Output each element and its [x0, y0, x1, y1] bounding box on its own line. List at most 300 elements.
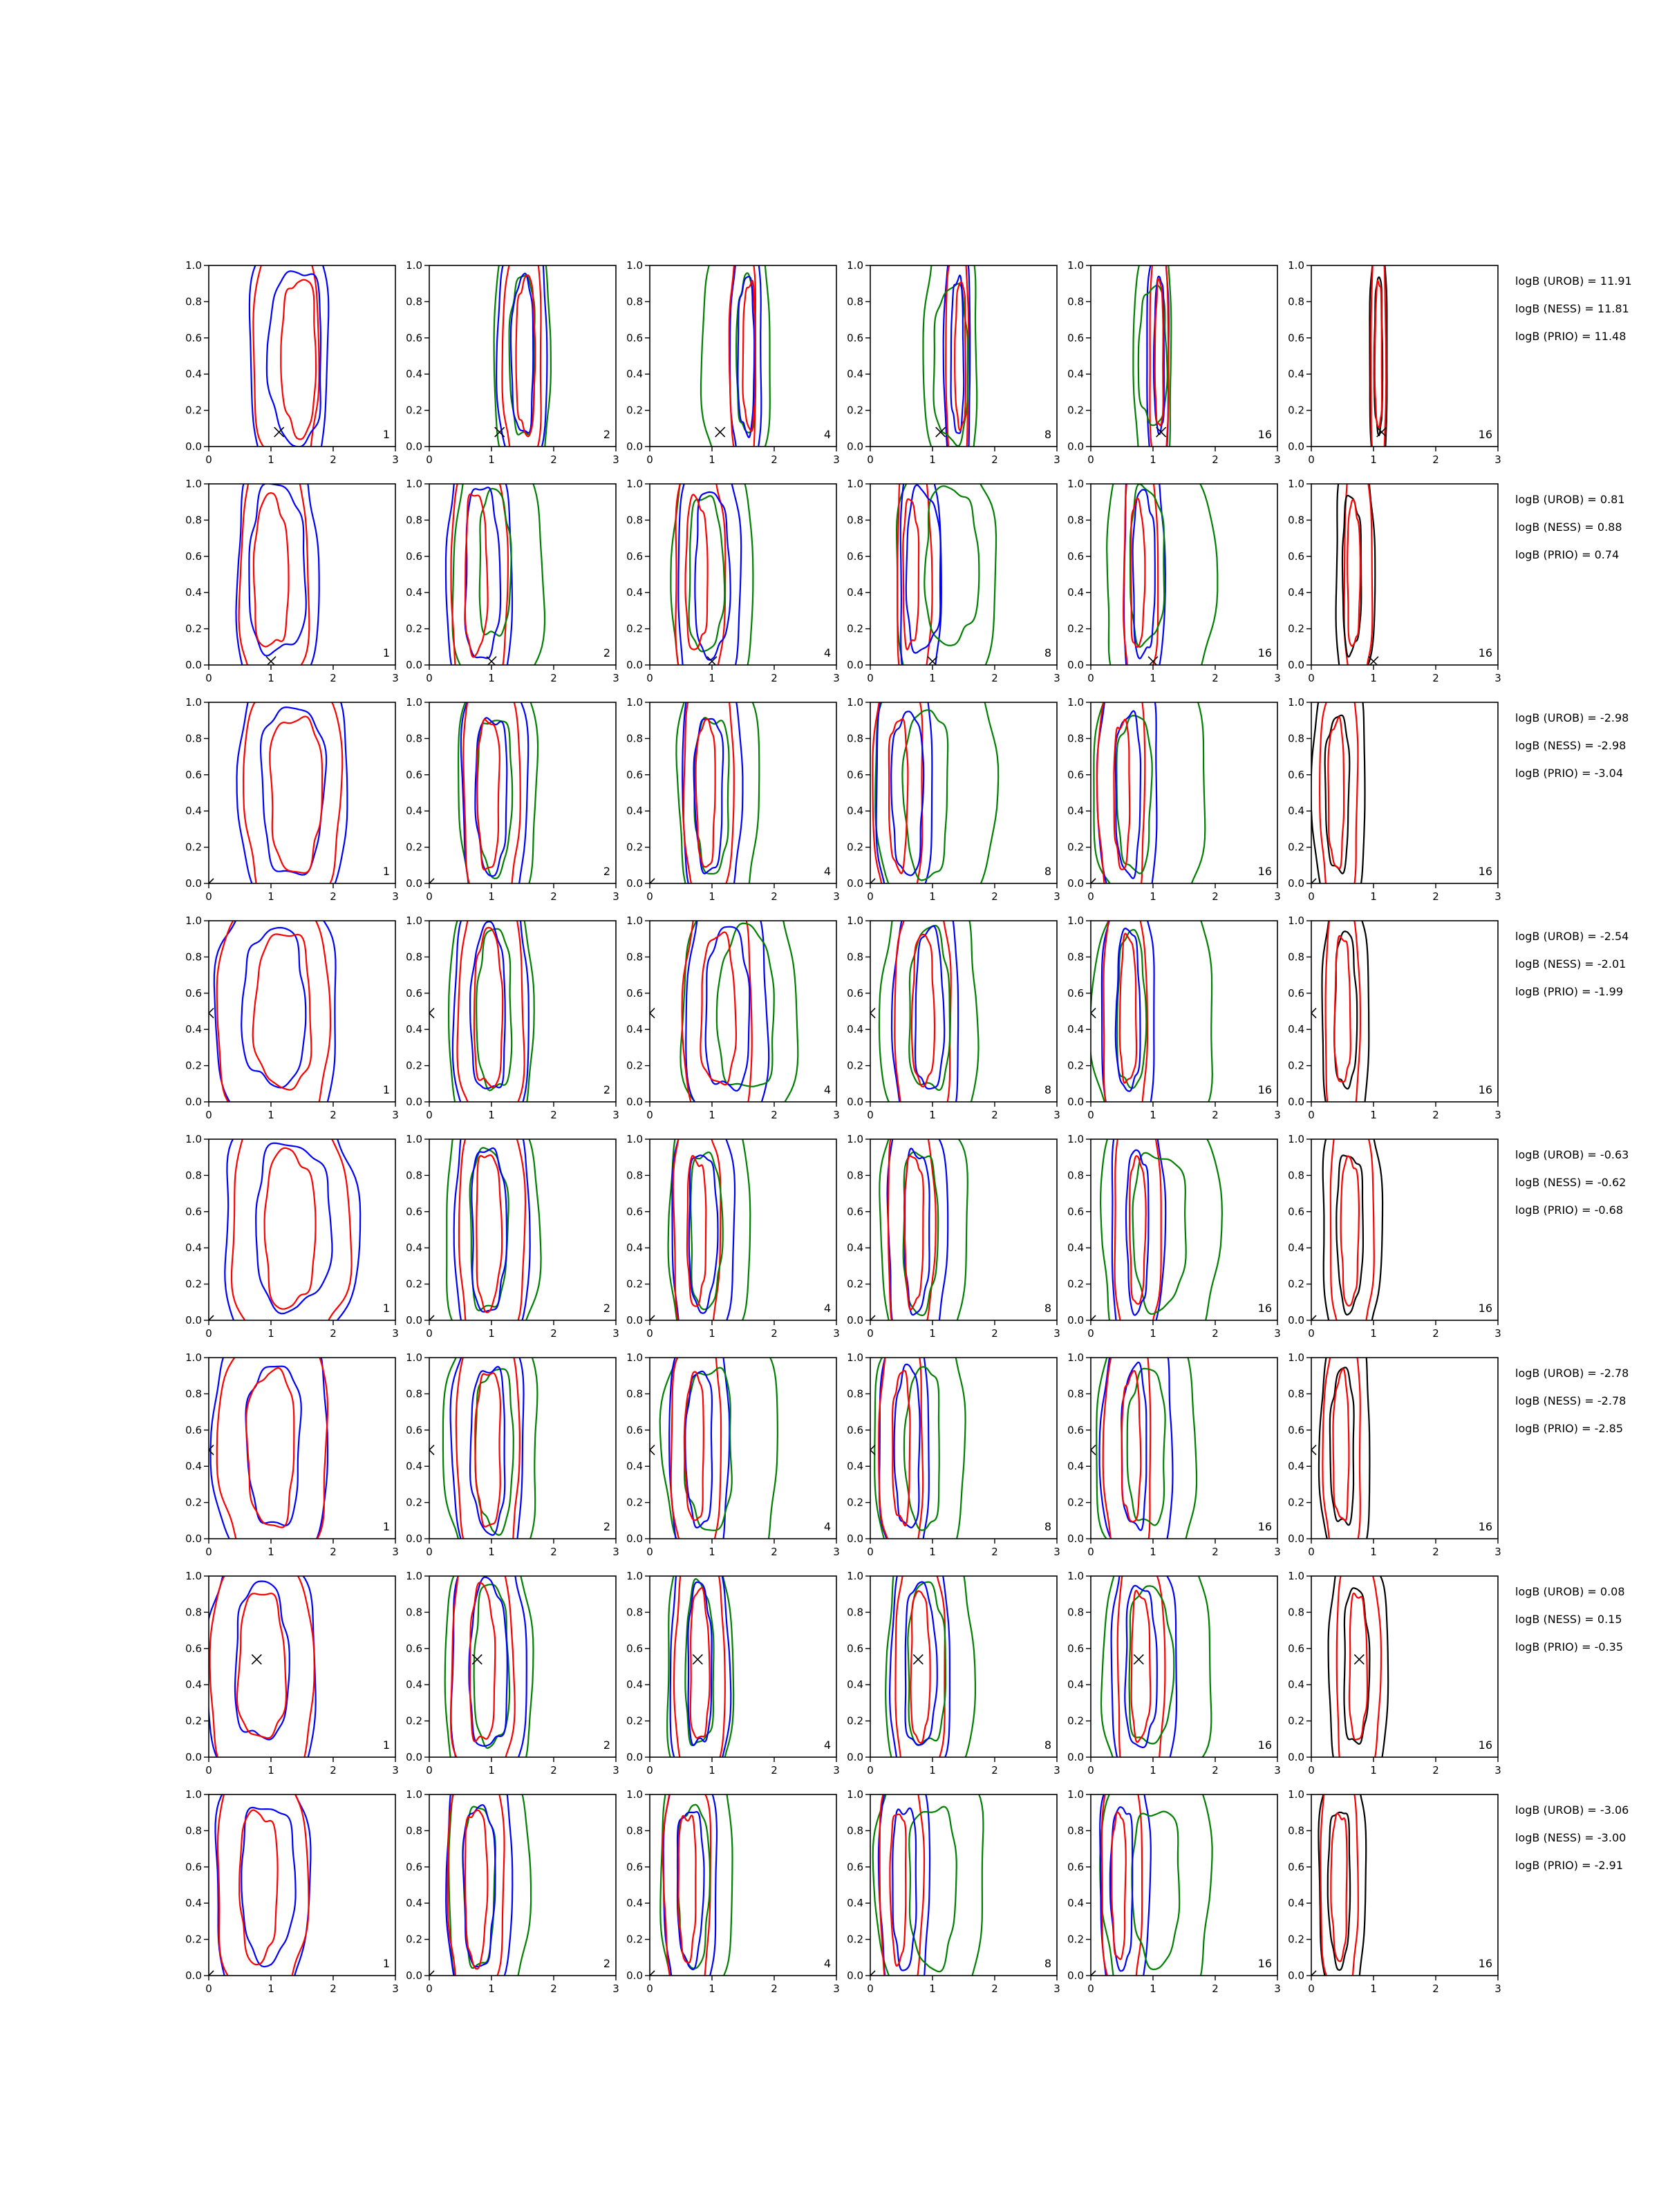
y-tick-label: 0.6 — [406, 986, 422, 1000]
y-tick-label: 1.0 — [185, 696, 202, 709]
x-tick-label: 0 — [646, 1546, 653, 1558]
logb-annotation: logB (NESS) = -2.78 — [1515, 1394, 1627, 1407]
x-tick-label: 0 — [867, 1109, 874, 1121]
y-tick-label: 1.0 — [406, 696, 422, 709]
y-tick-label: 0.6 — [626, 1642, 643, 1655]
logb-annotation: logB (PRIO) = -0.35 — [1515, 1640, 1623, 1653]
x-tick-label: 3 — [1494, 1764, 1501, 1777]
y-tick-label: 0.2 — [626, 1496, 643, 1509]
x-tick-label: 2 — [1212, 1327, 1219, 1340]
y-tick-label: 0.4 — [406, 586, 422, 599]
x-tick-label: 2 — [991, 1764, 998, 1777]
x-tick-label: 2 — [330, 453, 337, 466]
x-tick-label: 0 — [646, 1983, 653, 1995]
y-tick-label: 0.2 — [1067, 404, 1084, 417]
y-tick-label: 0.6 — [626, 550, 643, 563]
y-tick-label: 0.6 — [406, 1860, 422, 1873]
x-tick-label: 0 — [1087, 890, 1094, 903]
y-tick-label: 0.8 — [1288, 514, 1304, 527]
y-tick-label: 0.8 — [185, 1606, 202, 1619]
panel-number-label: 1 — [382, 646, 390, 659]
y-tick-label: 0.4 — [406, 805, 422, 818]
y-tick-label: 0.6 — [847, 331, 863, 344]
y-tick-label: 0.4 — [1067, 1678, 1084, 1691]
y-tick-label: 0.2 — [1288, 404, 1304, 417]
x-tick-label: 0 — [426, 1546, 433, 1558]
y-tick-label: 0.4 — [1067, 1023, 1084, 1036]
y-tick-label: 0.4 — [847, 368, 863, 381]
x-tick-label: 3 — [1494, 1109, 1501, 1121]
x-tick-label: 0 — [1087, 1983, 1094, 1995]
x-tick-label: 2 — [1432, 1764, 1439, 1777]
x-tick-label: 1 — [1150, 1327, 1156, 1340]
y-tick-label: 1.0 — [847, 1133, 863, 1145]
x-tick-label: 2 — [330, 1764, 337, 1777]
x-tick-label: 2 — [330, 1109, 337, 1121]
y-tick-label: 0.6 — [847, 1642, 863, 1655]
y-tick-label: 0.6 — [626, 768, 643, 781]
logb-annotation: logB (NESS) = -0.62 — [1515, 1176, 1627, 1189]
y-tick-label: 0.0 — [626, 440, 643, 453]
x-tick-label: 0 — [1087, 453, 1094, 466]
y-tick-label: 0.0 — [626, 877, 643, 890]
x-tick-label: 3 — [1274, 1109, 1281, 1121]
y-tick-label: 0.8 — [1067, 1169, 1084, 1182]
x-tick-label: 1 — [268, 672, 274, 684]
panel-number-label: 4 — [823, 646, 831, 659]
y-tick-label: 0.2 — [1067, 841, 1084, 854]
y-tick-label: 0.4 — [1067, 805, 1084, 818]
x-tick-label: 3 — [1494, 453, 1501, 466]
x-tick-label: 3 — [833, 1327, 840, 1340]
y-tick-label: 0.8 — [1067, 514, 1084, 527]
x-tick-label: 1 — [1150, 1546, 1156, 1558]
y-tick-label: 0.2 — [847, 1714, 863, 1727]
panel-number-label: 16 — [1478, 1957, 1492, 1970]
x-tick-label: 1 — [1370, 672, 1377, 684]
x-tick-label: 0 — [205, 1546, 212, 1558]
y-tick-label: 0.2 — [626, 1933, 643, 1946]
panel-number-label: 16 — [1478, 1302, 1492, 1315]
y-tick-label: 0.0 — [626, 1969, 643, 1982]
y-tick-label: 0.8 — [406, 1387, 422, 1400]
x-tick-label: 3 — [1053, 1764, 1060, 1777]
panel-number-label: 2 — [603, 428, 610, 441]
x-tick-label: 3 — [833, 672, 840, 684]
x-tick-label: 0 — [867, 1983, 874, 1995]
y-tick-label: 0.8 — [1288, 1824, 1304, 1837]
x-tick-label: 2 — [991, 1327, 998, 1340]
x-tick-label: 1 — [268, 890, 274, 903]
logb-annotation: logB (NESS) = 11.81 — [1515, 302, 1629, 315]
y-tick-label: 0.8 — [1067, 732, 1084, 745]
y-tick-label: 1.0 — [626, 1788, 643, 1801]
y-tick-label: 0.6 — [185, 550, 202, 563]
y-tick-label: 0.8 — [626, 1824, 643, 1837]
x-tick-label: 2 — [330, 1546, 337, 1558]
y-tick-label: 1.0 — [626, 1351, 643, 1364]
y-tick-label: 0.2 — [1067, 1059, 1084, 1072]
y-tick-label: 0.4 — [185, 805, 202, 818]
y-tick-label: 0.8 — [406, 732, 422, 745]
y-tick-label: 0.8 — [1067, 950, 1084, 964]
y-tick-label: 0.8 — [847, 950, 863, 964]
y-tick-label: 0.2 — [1067, 622, 1084, 635]
y-tick-label: 0.0 — [847, 440, 863, 453]
y-tick-label: 0.0 — [406, 659, 422, 671]
y-tick-label: 0.6 — [185, 331, 202, 344]
logb-annotation: logB (UROB) = -2.54 — [1515, 930, 1629, 943]
y-tick-label: 0.0 — [847, 1533, 863, 1545]
x-tick-label: 3 — [1494, 1327, 1501, 1340]
logb-annotation: logB (UROB) = 0.08 — [1515, 1585, 1625, 1598]
y-tick-label: 1.0 — [847, 1570, 863, 1582]
x-tick-label: 3 — [612, 890, 619, 903]
x-tick-label: 1 — [709, 1983, 715, 1995]
panel-number-label: 2 — [603, 1738, 610, 1752]
y-tick-label: 1.0 — [406, 1351, 422, 1364]
y-tick-label: 0.4 — [406, 1023, 422, 1036]
panel-number-label: 16 — [1257, 1083, 1272, 1096]
y-tick-label: 0.6 — [1288, 986, 1304, 1000]
y-tick-label: 0.2 — [1067, 1496, 1084, 1509]
x-tick-label: 1 — [1370, 1546, 1377, 1558]
x-tick-label: 0 — [1308, 890, 1315, 903]
panel-number-label: 8 — [1044, 1520, 1051, 1533]
panel-number-label: 16 — [1257, 1520, 1272, 1533]
logb-annotation: logB (UROB) = -2.98 — [1515, 711, 1629, 724]
x-tick-label: 0 — [1308, 1983, 1315, 1995]
y-tick-label: 0.6 — [1288, 1205, 1304, 1218]
y-tick-label: 0.8 — [185, 1824, 202, 1837]
y-tick-label: 0.4 — [1288, 368, 1304, 381]
y-tick-label: 0.6 — [1288, 1642, 1304, 1655]
x-tick-label: 2 — [1432, 1109, 1439, 1121]
x-tick-label: 2 — [1212, 890, 1219, 903]
y-tick-label: 0.8 — [1288, 950, 1304, 964]
logb-annotation: logB (PRIO) = 11.48 — [1515, 330, 1627, 343]
x-tick-label: 0 — [867, 1327, 874, 1340]
y-tick-label: 0.8 — [626, 732, 643, 745]
x-tick-label: 3 — [1053, 1109, 1060, 1121]
y-tick-label: 0.6 — [847, 986, 863, 1000]
y-tick-label: 0.2 — [185, 1059, 202, 1072]
y-tick-label: 0.8 — [847, 295, 863, 308]
y-tick-label: 0.4 — [406, 1897, 422, 1910]
panel-number-label: 1 — [382, 1738, 390, 1752]
x-tick-label: 1 — [709, 1546, 715, 1558]
y-tick-label: 0.4 — [185, 1460, 202, 1473]
x-tick-label: 1 — [488, 672, 495, 684]
x-tick-label: 3 — [833, 1109, 840, 1121]
x-tick-label: 1 — [1370, 453, 1377, 466]
y-tick-label: 0.2 — [1067, 1277, 1084, 1291]
y-tick-label: 0.0 — [1067, 440, 1084, 453]
y-tick-label: 1.0 — [1067, 1133, 1084, 1145]
x-tick-label: 1 — [488, 1546, 495, 1558]
logb-annotation: logB (UROB) = -3.06 — [1515, 1803, 1629, 1817]
panel-number-label: 8 — [1044, 1302, 1051, 1315]
y-tick-label: 0.6 — [1288, 331, 1304, 344]
y-tick-label: 0.8 — [1288, 1169, 1304, 1182]
y-tick-label: 0.6 — [626, 1860, 643, 1873]
x-tick-label: 0 — [205, 1983, 212, 1995]
y-tick-label: 0.2 — [847, 841, 863, 854]
y-tick-label: 0.6 — [185, 1205, 202, 1218]
panel-number-label: 1 — [382, 428, 390, 441]
y-tick-label: 0.4 — [406, 1241, 422, 1255]
y-tick-label: 0.6 — [626, 331, 643, 344]
panel-number-label: 16 — [1478, 428, 1492, 441]
y-tick-label: 1.0 — [1288, 915, 1304, 927]
y-tick-label: 0.2 — [626, 622, 643, 635]
y-tick-label: 0.8 — [185, 1387, 202, 1400]
y-tick-label: 0.6 — [406, 1642, 422, 1655]
y-tick-label: 0.8 — [847, 1824, 863, 1837]
y-tick-label: 0.4 — [626, 368, 643, 381]
y-tick-label: 0.0 — [185, 1314, 202, 1327]
x-tick-label: 2 — [1432, 1546, 1439, 1558]
x-tick-label: 0 — [426, 1327, 433, 1340]
x-tick-label: 0 — [205, 890, 212, 903]
x-tick-label: 3 — [833, 1546, 840, 1558]
x-tick-label: 1 — [929, 1109, 936, 1121]
y-tick-label: 0.6 — [406, 1205, 422, 1218]
y-tick-label: 0.2 — [185, 1496, 202, 1509]
y-tick-label: 0.0 — [626, 1751, 643, 1763]
y-tick-label: 0.0 — [406, 440, 422, 453]
x-tick-label: 0 — [1308, 453, 1315, 466]
x-tick-label: 2 — [1212, 1983, 1219, 1995]
y-tick-label: 0.8 — [406, 1169, 422, 1182]
x-tick-label: 2 — [1212, 1546, 1219, 1558]
y-tick-label: 0.0 — [1288, 1314, 1304, 1327]
logb-annotation: logB (UROB) = 11.91 — [1515, 274, 1632, 288]
x-tick-label: 3 — [1053, 890, 1060, 903]
logb-annotation: logB (NESS) = 0.88 — [1515, 521, 1622, 534]
x-tick-label: 1 — [1370, 1327, 1377, 1340]
x-tick-label: 1 — [1150, 672, 1156, 684]
y-tick-label: 0.8 — [406, 514, 422, 527]
x-tick-label: 1 — [929, 453, 936, 466]
y-tick-label: 0.2 — [185, 1714, 202, 1727]
y-tick-label: 0.2 — [406, 1277, 422, 1291]
y-tick-label: 0.6 — [185, 1642, 202, 1655]
y-tick-label: 0.4 — [626, 1460, 643, 1473]
y-tick-label: 0.2 — [847, 1496, 863, 1509]
y-tick-label: 0.8 — [185, 1169, 202, 1182]
y-tick-label: 0.0 — [626, 1533, 643, 1545]
x-tick-label: 2 — [1212, 672, 1219, 684]
y-tick-label: 0.4 — [847, 1241, 863, 1255]
x-tick-label: 2 — [550, 672, 557, 684]
y-tick-label: 0.8 — [1288, 1387, 1304, 1400]
y-tick-label: 0.0 — [1288, 440, 1304, 453]
x-tick-label: 0 — [867, 672, 874, 684]
y-tick-label: 0.4 — [626, 1241, 643, 1255]
x-tick-label: 2 — [771, 1327, 778, 1340]
logb-annotation: logB (PRIO) = -2.85 — [1515, 1422, 1623, 1435]
y-tick-label: 1.0 — [1288, 1133, 1304, 1145]
y-tick-label: 0.8 — [406, 1824, 422, 1837]
y-tick-label: 0.4 — [185, 1241, 202, 1255]
panel-number-label: 16 — [1257, 646, 1272, 659]
logb-annotation: logB (PRIO) = -2.91 — [1515, 1859, 1623, 1872]
y-tick-label: 0.6 — [847, 1423, 863, 1436]
y-tick-label: 0.6 — [185, 1860, 202, 1873]
x-tick-label: 2 — [550, 1109, 557, 1121]
x-tick-label: 1 — [488, 1327, 495, 1340]
y-tick-label: 0.2 — [1288, 1933, 1304, 1946]
panel-number-label: 8 — [1044, 1738, 1051, 1752]
y-tick-label: 0.2 — [406, 1714, 422, 1727]
y-tick-label: 0.8 — [406, 950, 422, 964]
x-tick-label: 0 — [867, 890, 874, 903]
y-tick-label: 0.0 — [1288, 1969, 1304, 1982]
x-tick-label: 1 — [709, 453, 715, 466]
y-tick-label: 0.2 — [1288, 1496, 1304, 1509]
y-tick-label: 1.0 — [626, 1570, 643, 1582]
x-tick-label: 1 — [709, 1109, 715, 1121]
y-tick-label: 1.0 — [406, 1788, 422, 1801]
y-tick-label: 1.0 — [185, 915, 202, 927]
y-tick-label: 1.0 — [1288, 1570, 1304, 1582]
x-tick-label: 2 — [771, 1983, 778, 1995]
x-tick-label: 0 — [1087, 672, 1094, 684]
y-tick-label: 1.0 — [1288, 696, 1304, 709]
y-tick-label: 0.8 — [626, 950, 643, 964]
x-tick-label: 3 — [392, 1764, 399, 1777]
y-tick-label: 0.6 — [1288, 550, 1304, 563]
y-tick-label: 1.0 — [406, 259, 422, 272]
y-tick-label: 1.0 — [406, 1133, 422, 1145]
x-tick-label: 2 — [330, 1327, 337, 1340]
logb-annotation: logB (NESS) = -2.01 — [1515, 957, 1627, 971]
x-tick-label: 0 — [646, 890, 653, 903]
y-tick-label: 0.8 — [1288, 1606, 1304, 1619]
y-tick-label: 1.0 — [847, 1351, 863, 1364]
y-tick-label: 0.2 — [847, 1059, 863, 1072]
x-tick-label: 3 — [612, 1983, 619, 1995]
y-tick-label: 1.0 — [406, 478, 422, 490]
y-tick-label: 0.2 — [847, 404, 863, 417]
y-tick-label: 0.4 — [1067, 368, 1084, 381]
y-tick-label: 1.0 — [1067, 915, 1084, 927]
y-tick-label: 1.0 — [406, 1570, 422, 1582]
x-tick-label: 3 — [392, 1109, 399, 1121]
x-tick-label: 3 — [1274, 1764, 1281, 1777]
y-tick-label: 0.2 — [185, 1277, 202, 1291]
y-tick-label: 0.6 — [1067, 331, 1084, 344]
y-tick-label: 0.4 — [1288, 1897, 1304, 1910]
y-tick-label: 1.0 — [847, 259, 863, 272]
y-tick-label: 0.8 — [847, 1606, 863, 1619]
y-tick-label: 1.0 — [847, 1788, 863, 1801]
y-tick-label: 0.4 — [847, 1023, 863, 1036]
panel-number-label: 2 — [603, 1520, 610, 1533]
y-tick-label: 0.2 — [626, 1714, 643, 1727]
y-tick-label: 0.4 — [1288, 1460, 1304, 1473]
y-tick-label: 0.6 — [847, 1205, 863, 1218]
y-tick-label: 0.0 — [847, 1751, 863, 1763]
y-tick-label: 1.0 — [406, 915, 422, 927]
y-tick-label: 0.4 — [185, 1023, 202, 1036]
y-tick-label: 0.8 — [1288, 732, 1304, 745]
x-tick-label: 1 — [1150, 890, 1156, 903]
y-tick-label: 0.8 — [1288, 295, 1304, 308]
y-tick-label: 0.0 — [1067, 1314, 1084, 1327]
x-tick-label: 1 — [488, 1983, 495, 1995]
x-tick-label: 3 — [1274, 1546, 1281, 1558]
y-tick-label: 0.2 — [406, 1496, 422, 1509]
y-tick-label: 0.0 — [406, 1096, 422, 1108]
x-tick-label: 2 — [1432, 890, 1439, 903]
y-tick-label: 0.4 — [1067, 1897, 1084, 1910]
x-tick-label: 0 — [646, 453, 653, 466]
y-tick-label: 0.2 — [406, 1059, 422, 1072]
y-tick-label: 0.0 — [626, 1096, 643, 1108]
panel-number-label: 16 — [1478, 646, 1492, 659]
y-tick-label: 0.4 — [1288, 586, 1304, 599]
y-tick-label: 1.0 — [626, 259, 643, 272]
x-tick-label: 3 — [612, 453, 619, 466]
x-tick-label: 1 — [709, 1327, 715, 1340]
panel-number-label: 8 — [1044, 1083, 1051, 1096]
y-tick-label: 0.6 — [406, 768, 422, 781]
y-tick-label: 0.4 — [1288, 1241, 1304, 1255]
y-tick-label: 0.2 — [185, 404, 202, 417]
y-tick-label: 0.8 — [185, 950, 202, 964]
y-tick-label: 0.6 — [1067, 550, 1084, 563]
y-tick-label: 0.6 — [1067, 1205, 1084, 1218]
panel-number-label: 1 — [382, 1302, 390, 1315]
y-tick-label: 0.4 — [1288, 1023, 1304, 1036]
x-tick-label: 2 — [1432, 1327, 1439, 1340]
y-tick-label: 1.0 — [1067, 696, 1084, 709]
x-tick-label: 2 — [1432, 672, 1439, 684]
y-tick-label: 0.0 — [1288, 659, 1304, 671]
x-tick-label: 0 — [205, 1327, 212, 1340]
y-tick-label: 0.2 — [185, 841, 202, 854]
x-tick-label: 1 — [488, 453, 495, 466]
x-tick-label: 2 — [1212, 453, 1219, 466]
x-tick-label: 3 — [392, 1327, 399, 1340]
y-tick-label: 0.6 — [626, 1423, 643, 1436]
y-tick-label: 0.8 — [626, 1606, 643, 1619]
x-tick-label: 3 — [1274, 890, 1281, 903]
logb-annotation: logB (PRIO) = -1.99 — [1515, 985, 1623, 998]
y-tick-label: 0.0 — [847, 1969, 863, 1982]
y-tick-label: 0.2 — [626, 404, 643, 417]
panel-number-label: 1 — [382, 865, 390, 878]
x-tick-label: 0 — [426, 453, 433, 466]
panel-number-label: 16 — [1478, 1083, 1492, 1096]
panel-number-label: 2 — [603, 1083, 610, 1096]
x-tick-label: 3 — [1053, 453, 1060, 466]
x-tick-label: 2 — [771, 453, 778, 466]
x-tick-label: 2 — [1212, 1764, 1219, 1777]
y-tick-label: 0.0 — [847, 877, 863, 890]
y-tick-label: 0.2 — [847, 1277, 863, 1291]
y-tick-label: 0.6 — [1067, 1860, 1084, 1873]
logb-annotation: logB (NESS) = -3.00 — [1515, 1831, 1627, 1844]
panel-number-label: 16 — [1478, 865, 1492, 878]
x-tick-label: 3 — [1494, 1983, 1501, 1995]
y-tick-label: 0.4 — [847, 1460, 863, 1473]
x-tick-label: 0 — [205, 1109, 212, 1121]
panel-number-label: 16 — [1257, 1957, 1272, 1970]
y-tick-label: 0.8 — [847, 732, 863, 745]
